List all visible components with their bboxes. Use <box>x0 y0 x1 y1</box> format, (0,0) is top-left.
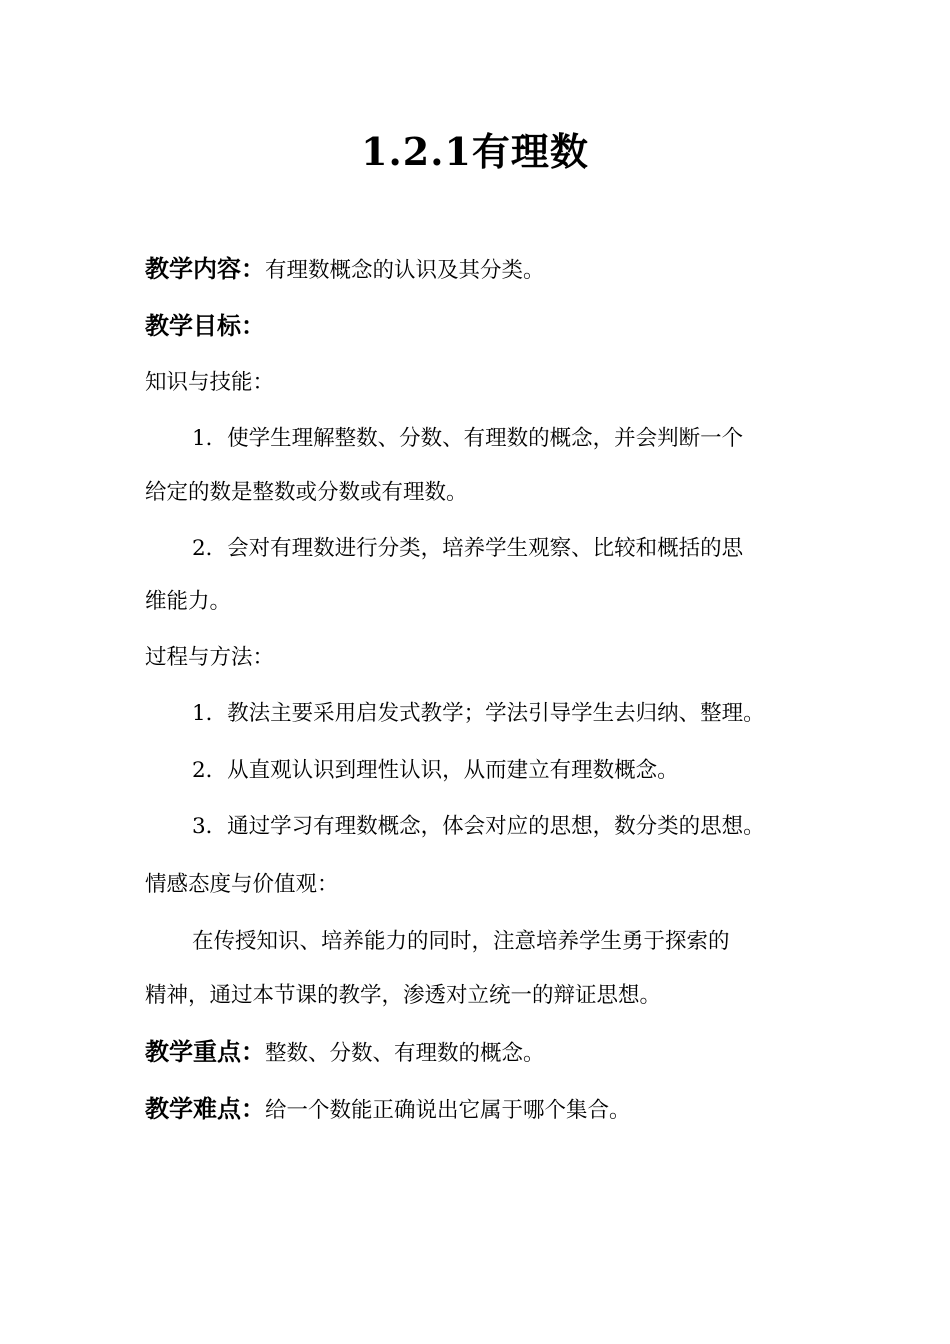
difficult-points-label: 教学难点： <box>145 1095 265 1123</box>
knowledge-item2-line2: 维能力。 <box>145 589 232 614</box>
process-methods-heading: 过程与方法： <box>145 645 275 670</box>
objectives-label: 教学目标： <box>145 312 265 340</box>
emotion-line1: 在传授知识、培养能力的同时，注意培养学生勇于探索的 <box>192 929 730 954</box>
process-item3: 3．通过学习有理数概念，体会对应的思想，数分类的思想。 <box>192 814 765 839</box>
knowledge-item2-line1: 2．会对有理数进行分类，培养学生观察、比较和概括的思 <box>192 536 744 561</box>
emotion-values-heading: 情感态度与价值观： <box>145 872 339 897</box>
objectives-row <box>145 311 825 343</box>
process-item2: 2．从直观认识到理性认识，从而建立有理数概念。 <box>192 758 679 783</box>
page-title: 1.2.1有理数 <box>361 129 589 174</box>
knowledge-item1-line1: 1．使学生理解整数、分数、有理数的概念，并会判断一个 <box>192 426 744 451</box>
emotion-line2: 精神，通过本节课的教学，渗透对立统一的辩证思想。 <box>145 983 662 1008</box>
process-item1: 1．教法主要采用启发式教学；学法引导学生去归纳、整理。 <box>192 701 765 726</box>
content-row <box>145 254 825 286</box>
difficult-points-row <box>145 1094 825 1126</box>
knowledge-skills-heading: 知识与技能： <box>145 370 275 395</box>
key-points-label: 教学重点： <box>145 1038 265 1066</box>
content-text: 有理数概念的认识及其分类。 <box>265 258 545 283</box>
knowledge-item1-line2: 给定的数是整数或分数或有理数。 <box>145 480 468 505</box>
content-label: 教学内容： <box>145 255 265 283</box>
key-points-row <box>145 1037 825 1069</box>
key-points-text: 整数、分数、有理数的概念。 <box>265 1041 545 1066</box>
difficult-points-text: 给一个数能正确说出它属于哪个集合。 <box>265 1098 631 1123</box>
